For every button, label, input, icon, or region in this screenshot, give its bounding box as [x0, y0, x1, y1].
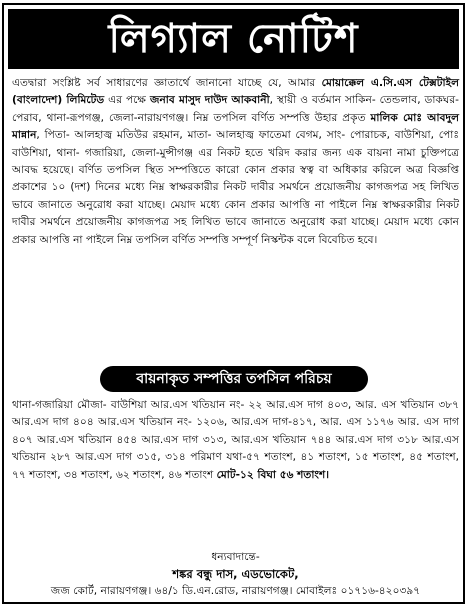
closing-text: ধন্যবাদান্তে- [211, 551, 260, 563]
paragraph-text: এতদ্বারা সংশ্লিষ্ট সর্ব সাধারণের জ্ঞাতার্থে জানানো যাচ্ছে যে, আমার [12, 77, 322, 89]
legal-notice [2, 3, 465, 604]
paragraph-text: , পিতা- আলহাজ্ব মতিউর রহমান, মাতা- আলহাজ্ব ফাতেমা বেগম, সাং- পোরাচক, বাউশিয়া, পোঃ বাউশিয়া, থানা- গজারিয়া, জেলা-মুন্সীগঞ্জ এর নিকট হতে খরিদ করার জন্য এক বায়না নামা চুক্তিপত্রে আবদ্ধ হয়েছে। বর্ণিত তপসিল স্থিত সম্পত্তিতে কারো কোন প্রকার স্বত্ব বা অধিকার করিলে অত্র বিজ্ঞপ্তি প্রকাশের ১০ (দশ) দিনের মধ্যে নিম্ন স্বাক্ষরকারীর নিকট দাবীর সমর্থনে প্রয়োজনীয় কাগজপত্র সহ লিখিত ভাবে জানাতে অনুরোধ করা যাচ্ছে। মেয়াদ মধ্যে কোন প্রকার আপত্তি না পাইলে নিম্ন স্বাক্ষরকারীর নিকট দাবীর সমর্থনে প্রয়োজনীয় কাগজপত্র সহ লিখিত ভাবে জানাতে অনুরোধ করা যাচ্ছে। মেয়াদ মধ্যে কোন প্রকার আপত্তি না পাইলে নিম্ন তপসিল বর্ণিত সম্পত্তি সম্পূর্ণ নিস্কন্টক বলে বিবেচিত হবে। [12, 129, 459, 246]
lawyer-name: শঙ্কর বন্ধু দাস, এডভোকেট, [172, 567, 299, 581]
schedule-total: মোট-১২ বিঘা ৫৬ শতাংশ। [216, 468, 330, 481]
representative-name: জনাব মাসুদ দাউদ আকবানী [149, 94, 270, 107]
schedule-details [12, 397, 459, 484]
paragraph-text: , স্থায়ী ও বর্তমান সাকিন- তেন্ডলাব, ডাকঘর-পেরাব, থানা-রূপগঞ্জ, জেলা-নারায়ণগঞ্জ। নিম্ন তপসিল বর্ণিত সম্পত্তি উহার প্রকৃত [12, 94, 459, 124]
schedule-title: বায়নাকৃত সম্পত্তির তপসিল পরিচয় [100, 366, 368, 392]
schedule-text: থানা-গজারিয়া মৌজা- বাউশিয়া আর.এস খতিয়ান নং- ২২ আর.এস দাগ ৪০৩, আর. এস খতিয়ান ৩৮৭ আর.এস দাগ ৪০৪ আর.এস খতিয়ান নং- ১২০৬, আর.এস দাগ-৪১৭, আর. এস ১১৭৬ আর. এস দাগ ৪০৭ আর.এস খতিয়ান ৪৫৪ আর.এস দাগ ৩১৩, আর.এস খতিয়ান ৭৪৪ আর.এস দাগ ৩১৮ আর.এস খতিয়ান ২৮৭ আর.এস দাগ ৩১৫, ৩১৪ পরিমাণ যথা-৫৭ শতাংশ, ৪১ শতাংশ, ১৫ শতাংশ, ৪৫ শতাংশ, ৭৭ শতাংশ, ৩৪ শতাংশ, ৬২ শতাংশ, ৪৬ শতাংশ [12, 399, 459, 481]
signature-block [4, 549, 467, 599]
owner-name: মালিক মোঃ আবদুল মান্নান [12, 111, 460, 142]
paragraph-text: এর পক্ষে [104, 94, 150, 107]
lawyer-address: জজ কোর্ট, নারায়ণগঞ্জ। ৬৪/১ ডি.এন.রোড, নারায়ণগঞ্জ। মোবাইলঃ ০১৭১৬-৪২০৩৯৭ [50, 585, 421, 597]
notice-paragraph [12, 75, 459, 249]
notice-title: লিগ্যাল নোটিশ [8, 9, 459, 69]
client-name: মোয়াক্কেল এ.সি.এস টেক্সটাইল (বাংলাদেশ) লিমিটেড [12, 77, 459, 107]
